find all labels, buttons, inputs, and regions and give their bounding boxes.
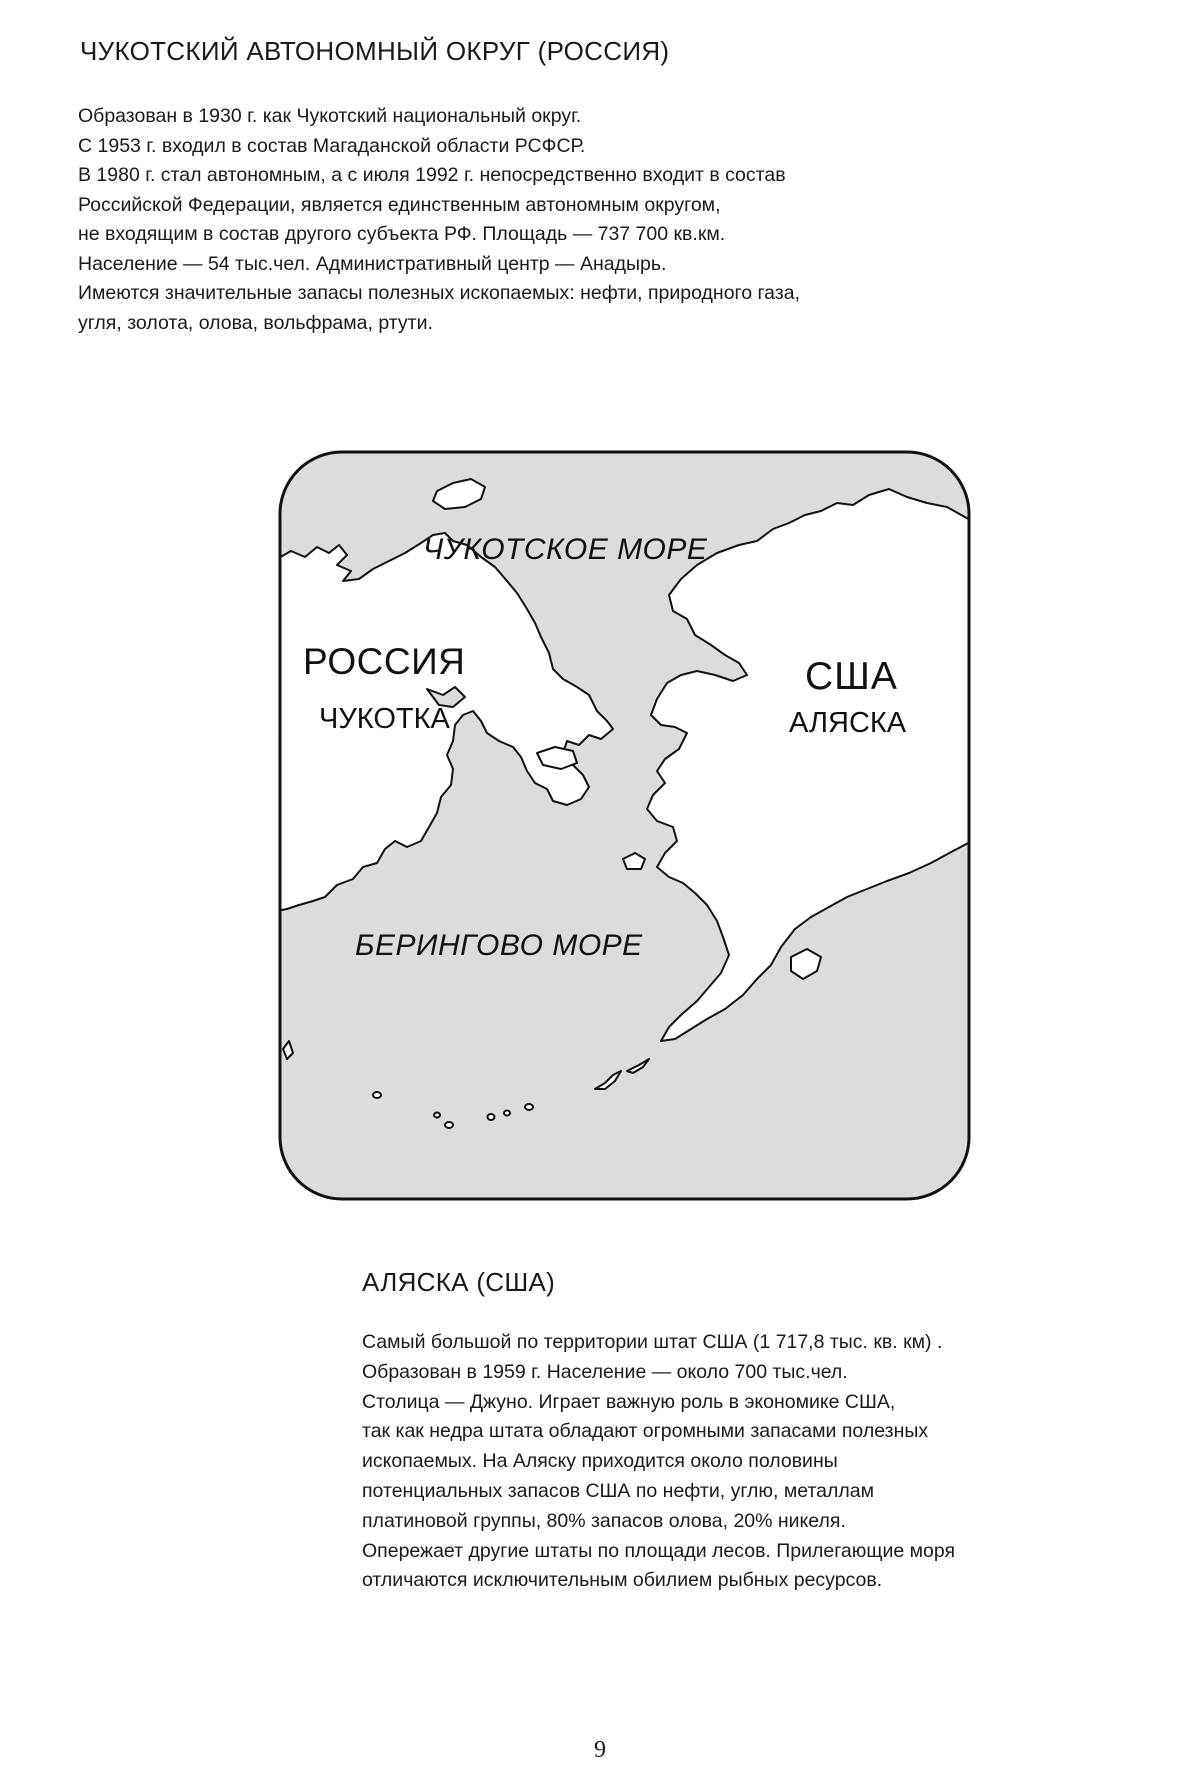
alaska-line-1: Самый большой по территории штат США (1 717,8 тыс. кв. км) . [362,1331,943,1353]
bering-sea-label: БЕРИНГОВО МОРЕ [355,929,643,962]
chukotka-label: ЧУКОТКА [319,703,450,735]
alaska-description [362,1328,1162,1596]
alaska-line-9: отличаются исключительным обилием рыбных ресурсов. [362,1569,883,1592]
chukotka-heading: ЧУКОТСКИЙ АВТОНОМНЫЙ ОКРУГ (РОССИЯ) [80,36,670,66]
usa-label: США [805,655,898,698]
chukotka-line-8: угля, золота, олова, вольфрама, ртути. [78,311,433,334]
alaska-heading: АЛЯСКА (США) [362,1267,556,1297]
alaska-line-4: так как недра штата обладают огромными запасами полезных [362,1420,929,1443]
chukotka-line-1: Образован в 1930 г. как Чукотский национальный округ. [78,105,582,127]
alaska-line-6: потенциальных запасов США по нефти, углю, металлам [362,1479,875,1502]
chukotka-line-5: не входящим в состав другого субъекта РФ. Площадь — 737 700 кв.км. [78,223,726,245]
page-number: 9 [594,1737,606,1763]
chukotka-line-2: С 1953 г. входил в состав Магаданской области РСФСР. [78,134,586,157]
chukotka-line-3: В 1980 г. стал автономным, а с июля 1992 г. непосредственно входит в состав [78,164,786,186]
st-lawrence-island [537,747,577,769]
alaska-line-5: ископаемых. На Аляску приходится около половины [362,1450,838,1473]
russia-label: РОССИЯ [303,641,466,682]
alaska-line-2: Образован в 1959 г. Население — около 700 тыс.чел. [362,1360,848,1383]
bering-strait-map [277,449,972,1202]
alaska-line-3: Столица — Джуно. Играет важную роль в экономике США, [362,1390,896,1413]
alaska-line-8: Опережает другие штаты по площади лесов. Прилегающие моря [362,1539,956,1562]
alaska-label: АЛЯСКА [789,707,907,739]
chukotka-line-6: Население — 54 тыс.чел. Административный центр — Анадырь. [78,252,667,275]
alaska-line-7: платиновой группы, 80% запасов олова, 20% никеля. [362,1509,846,1532]
chukotka-line-7: Имеются значительные запасы полезных ископаемых: нефти, природного газа, [78,282,801,304]
chukchi-sea-label: ЧУКОТСКОЕ МОРЕ [423,533,708,566]
chukotka-description [78,102,1078,338]
chukotka-line-4: Российской Федерации, является единственным автономным округом, [78,193,721,216]
